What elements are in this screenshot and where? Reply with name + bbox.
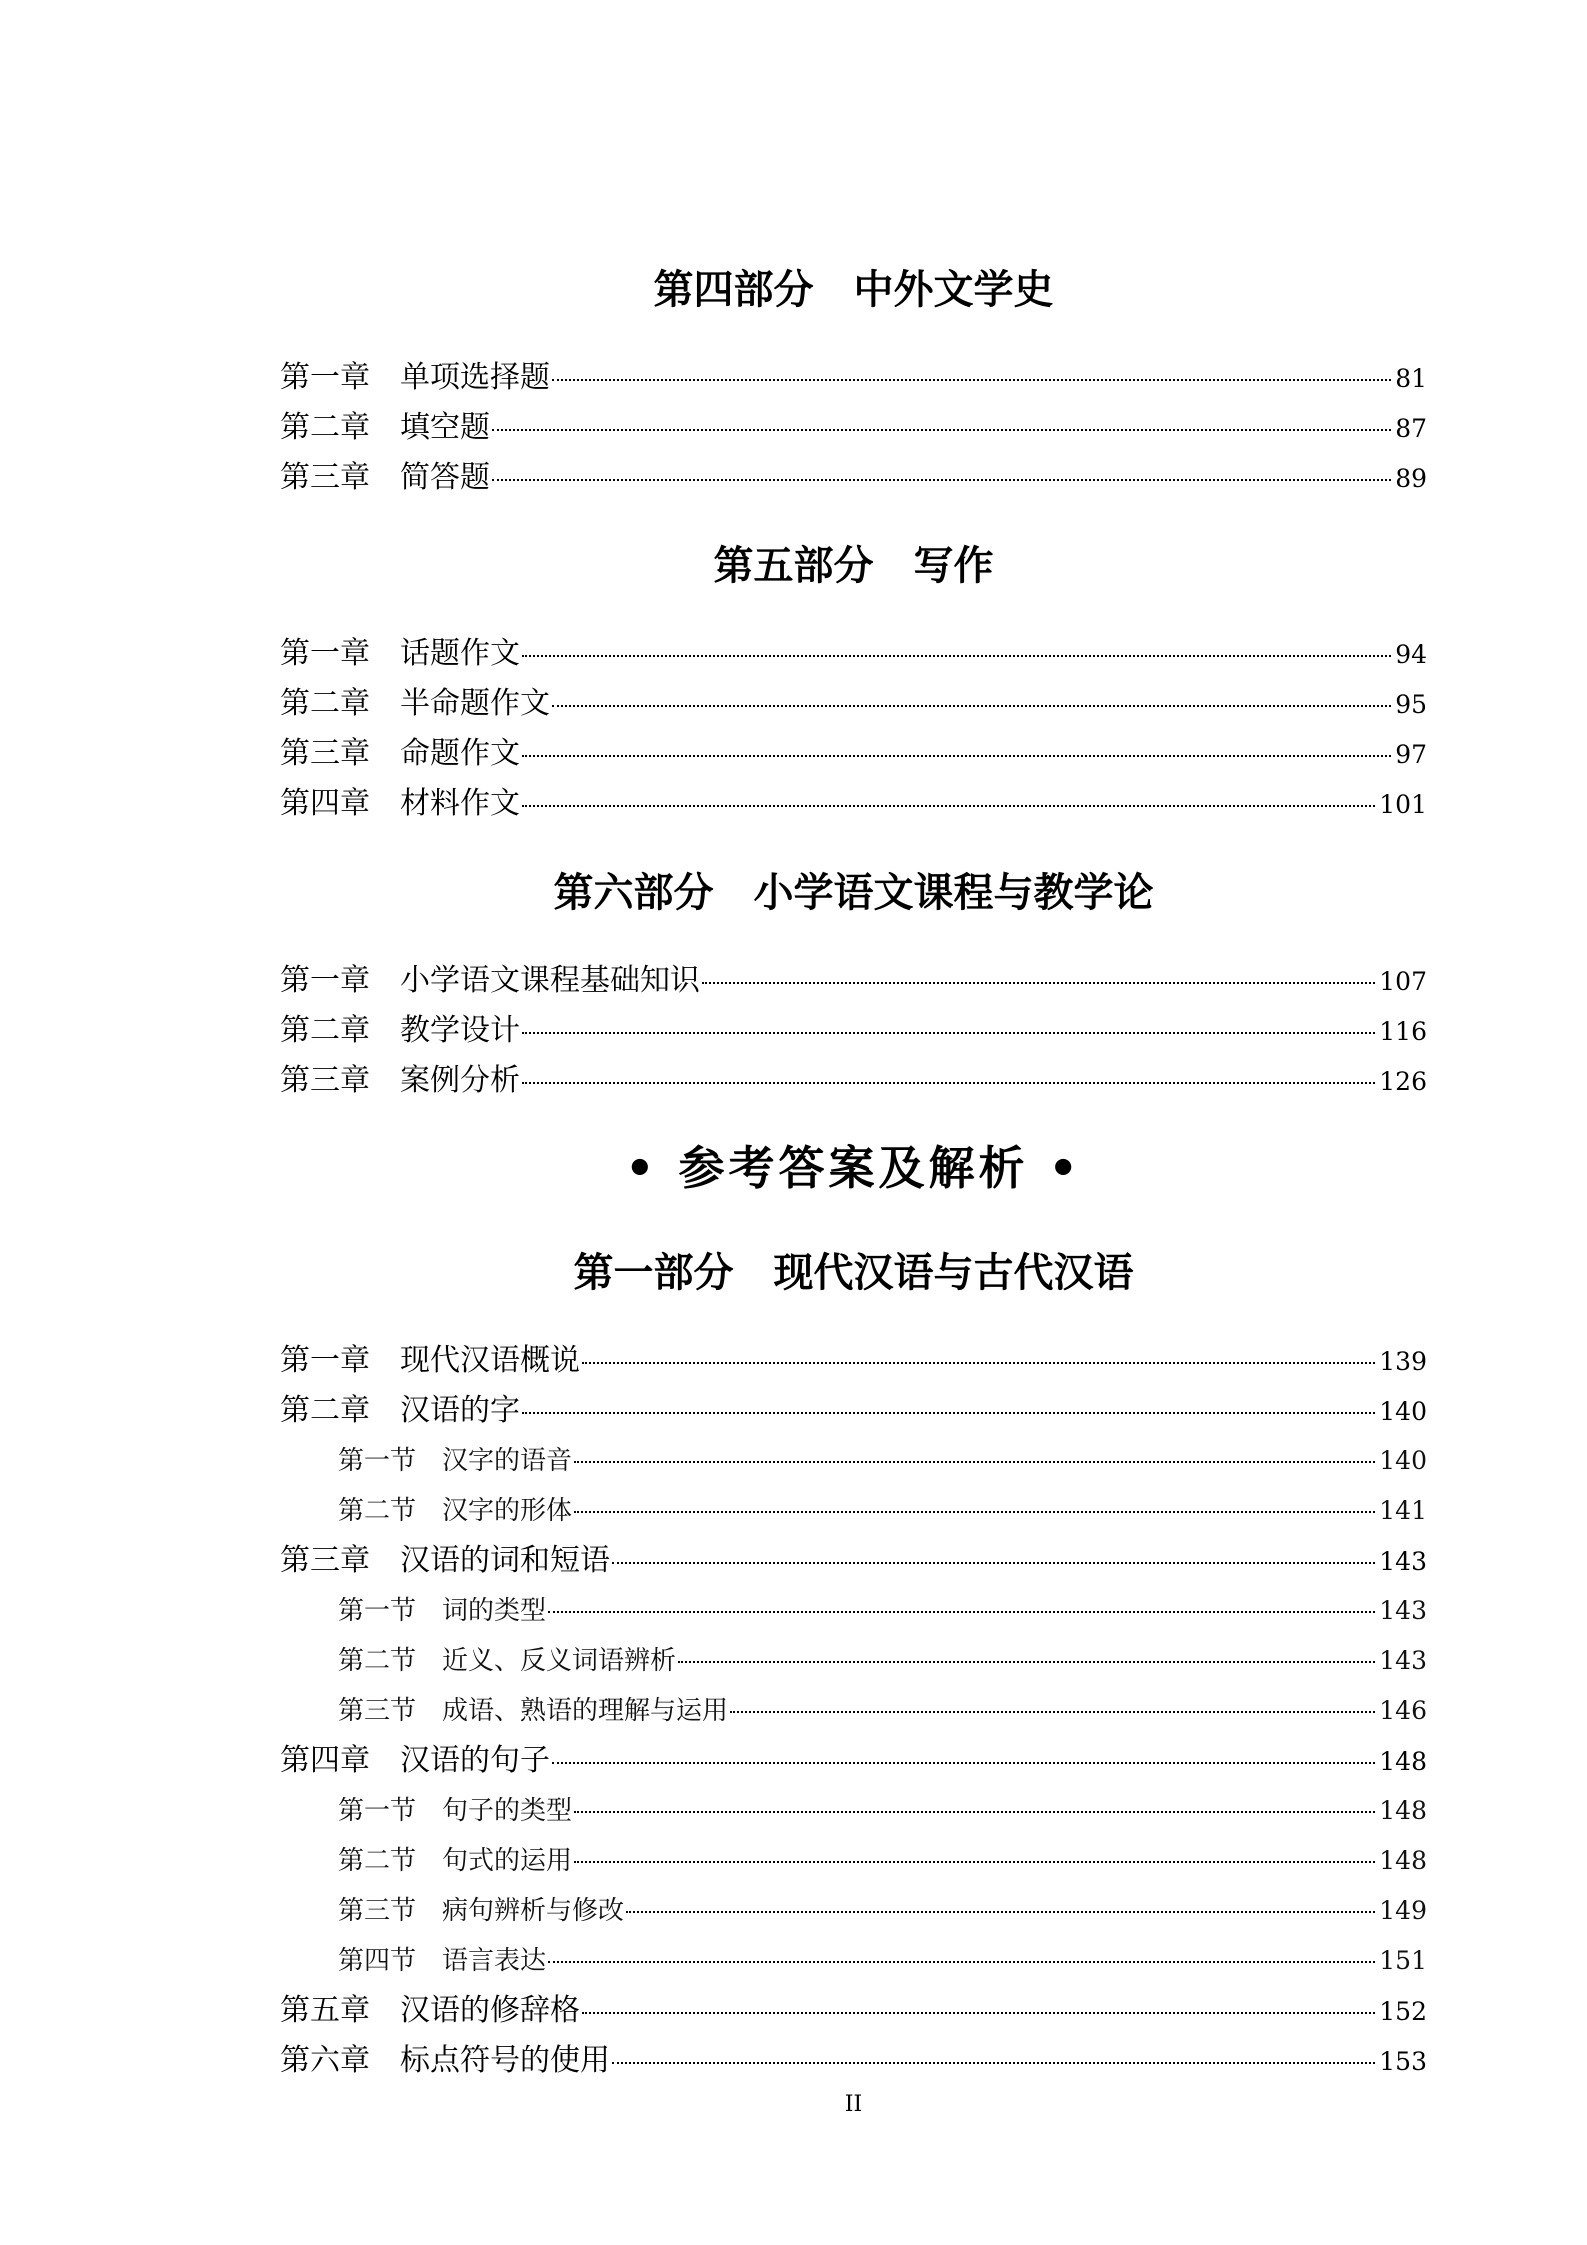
toc-entry-page: 153 xyxy=(1379,2047,1427,2076)
toc-entry[interactable] xyxy=(280,408,1427,448)
toc-entry-page: 101 xyxy=(1379,790,1427,819)
toc-entry-page: 87 xyxy=(1395,414,1427,443)
part-title: 第五部分 写作 xyxy=(713,543,994,589)
toc-subentry[interactable] xyxy=(338,1841,1427,1881)
leader-dots xyxy=(730,1711,1375,1713)
toc-subentry[interactable] xyxy=(338,1691,1427,1731)
toc-entry-page: 89 xyxy=(1395,464,1427,493)
footer-page-number: II xyxy=(844,2092,863,2117)
toc-entry-label: 第三章 汉语的词和短语 xyxy=(280,1543,610,1578)
toc-subentry[interactable] xyxy=(338,1791,1427,1831)
toc-entry-label: 第三节 病句辨析与修改 xyxy=(338,1896,625,1926)
leader-dots xyxy=(522,1032,1375,1034)
toc-entry-label: 第二章 半命题作文 xyxy=(280,686,550,721)
leader-dots xyxy=(626,1911,1375,1913)
toc-entry-label: 第一章 单项选择题 xyxy=(280,360,550,395)
toc-entry-page: 81 xyxy=(1395,364,1427,393)
toc-entry-label: 第五章 汉语的修辞格 xyxy=(280,1993,580,2028)
toc-entry-page: 141 xyxy=(1379,1496,1427,1525)
leader-dots xyxy=(552,705,1391,707)
leader-dots xyxy=(522,655,1391,657)
toc-entry-page: 149 xyxy=(1379,1896,1427,1925)
toc-entry[interactable] xyxy=(280,1341,1427,1381)
toc-entry-label: 第一章 现代汉语概说 xyxy=(280,1343,580,1378)
toc-entry-page: 126 xyxy=(1379,1067,1427,1096)
toc-entry-label: 第一节 汉字的语音 xyxy=(338,1446,573,1476)
leader-dots xyxy=(612,1562,1375,1564)
toc-entry-label: 第二章 填空题 xyxy=(280,410,490,445)
toc-entry-label: 第三节 成语、熟语的理解与运用 xyxy=(338,1696,729,1726)
leader-dots xyxy=(582,2012,1375,2014)
toc-entry[interactable] xyxy=(280,784,1427,824)
toc-entry-page: 148 xyxy=(1379,1846,1427,1875)
toc-subentry[interactable] xyxy=(338,1941,1427,1981)
toc-entry-page: 143 xyxy=(1379,1646,1427,1675)
toc-entry-page: 151 xyxy=(1379,1946,1427,1975)
toc-entry-page: 152 xyxy=(1379,1997,1427,2026)
leader-dots xyxy=(574,1811,1375,1813)
toc-entry-label: 第三章 命题作文 xyxy=(280,736,520,771)
toc-entry-label: 第一章 小学语文课程基础知识 xyxy=(280,963,700,998)
toc-entry-label: 第二章 汉语的字 xyxy=(280,1393,520,1428)
leader-dots xyxy=(522,805,1375,807)
toc-entry-page: 116 xyxy=(1379,1017,1427,1046)
toc-entry[interactable] xyxy=(280,961,1427,1001)
toc-entry[interactable] xyxy=(280,1541,1427,1581)
toc-entry-page: 148 xyxy=(1379,1747,1427,1776)
toc-entry-label: 第二节 句式的运用 xyxy=(338,1846,573,1876)
part-title: 第四部分 中外文学史 xyxy=(653,267,1054,313)
toc-entry-label: 第二章 教学设计 xyxy=(280,1013,520,1048)
part-title: 第六部分 小学语文课程与教学论 xyxy=(553,870,1154,916)
toc-entry[interactable] xyxy=(280,634,1427,674)
toc-entry-label: 第三章 简答题 xyxy=(280,460,490,495)
answers-title: • 参考答案及解析 • xyxy=(625,1141,1082,1195)
toc-entry[interactable] xyxy=(280,2041,1427,2081)
toc-entry-label: 第四章 汉语的句子 xyxy=(280,1743,550,1778)
toc-entry-label: 第六章 标点符号的使用 xyxy=(280,2043,610,2078)
toc-entry[interactable] xyxy=(280,1741,1427,1781)
leader-dots xyxy=(522,1412,1375,1414)
toc-entry-page: 143 xyxy=(1379,1547,1427,1576)
toc-entry[interactable] xyxy=(280,734,1427,774)
toc-entry-page: 107 xyxy=(1379,967,1427,996)
toc-entry[interactable] xyxy=(280,358,1427,398)
toc-subentry[interactable] xyxy=(338,1641,1427,1681)
toc-entry-label: 第一节 句子的类型 xyxy=(338,1796,573,1826)
leader-dots xyxy=(522,1082,1375,1084)
toc-entry-page: 139 xyxy=(1379,1347,1427,1376)
leader-dots xyxy=(574,1861,1375,1863)
toc-entry[interactable] xyxy=(280,1011,1427,1051)
toc-entry-page: 148 xyxy=(1379,1796,1427,1825)
toc-subentry[interactable] xyxy=(338,1891,1427,1931)
toc-page xyxy=(280,0,1427,2245)
toc-entry-page: 94 xyxy=(1395,640,1427,669)
leader-dots xyxy=(612,2062,1375,2064)
leader-dots xyxy=(548,1961,1375,1963)
leader-dots xyxy=(574,1461,1375,1463)
toc-entry[interactable] xyxy=(280,458,1427,498)
part-title: 第一部分 现代汉语与古代汉语 xyxy=(573,1250,1134,1296)
leader-dots xyxy=(492,479,1391,481)
leader-dots xyxy=(552,1762,1375,1764)
toc-subentry[interactable] xyxy=(338,1441,1427,1481)
leader-dots xyxy=(522,755,1391,757)
toc-entry-label: 第一章 话题作文 xyxy=(280,636,520,671)
toc-entry-label: 第二节 汉字的形体 xyxy=(338,1496,573,1526)
toc-subentry[interactable] xyxy=(338,1591,1427,1631)
leader-dots xyxy=(678,1661,1375,1663)
leader-dots xyxy=(702,982,1375,984)
leader-dots xyxy=(548,1611,1375,1613)
toc-entry-page: 146 xyxy=(1379,1696,1427,1725)
leader-dots xyxy=(574,1511,1375,1513)
toc-entry-label: 第二节 近义、反义词语辨析 xyxy=(338,1646,677,1676)
toc-entry-page: 140 xyxy=(1379,1446,1427,1475)
toc-entry[interactable] xyxy=(280,684,1427,724)
toc-entry[interactable] xyxy=(280,1991,1427,2031)
toc-entry-page: 140 xyxy=(1379,1397,1427,1426)
toc-entry-label: 第四章 材料作文 xyxy=(280,786,520,821)
toc-entry-page: 95 xyxy=(1395,690,1427,719)
toc-entry-label: 第四节 语言表达 xyxy=(338,1946,547,1976)
toc-entry[interactable] xyxy=(280,1391,1427,1431)
leader-dots xyxy=(582,1362,1375,1364)
toc-entry-page: 143 xyxy=(1379,1596,1427,1625)
toc-entry[interactable] xyxy=(280,1061,1427,1101)
leader-dots xyxy=(492,429,1391,431)
leader-dots xyxy=(552,379,1391,381)
toc-subentry[interactable] xyxy=(338,1491,1427,1531)
toc-entry-label: 第三章 案例分析 xyxy=(280,1063,520,1098)
toc-entry-label: 第一节 词的类型 xyxy=(338,1596,547,1626)
toc-entry-page: 97 xyxy=(1395,740,1427,769)
